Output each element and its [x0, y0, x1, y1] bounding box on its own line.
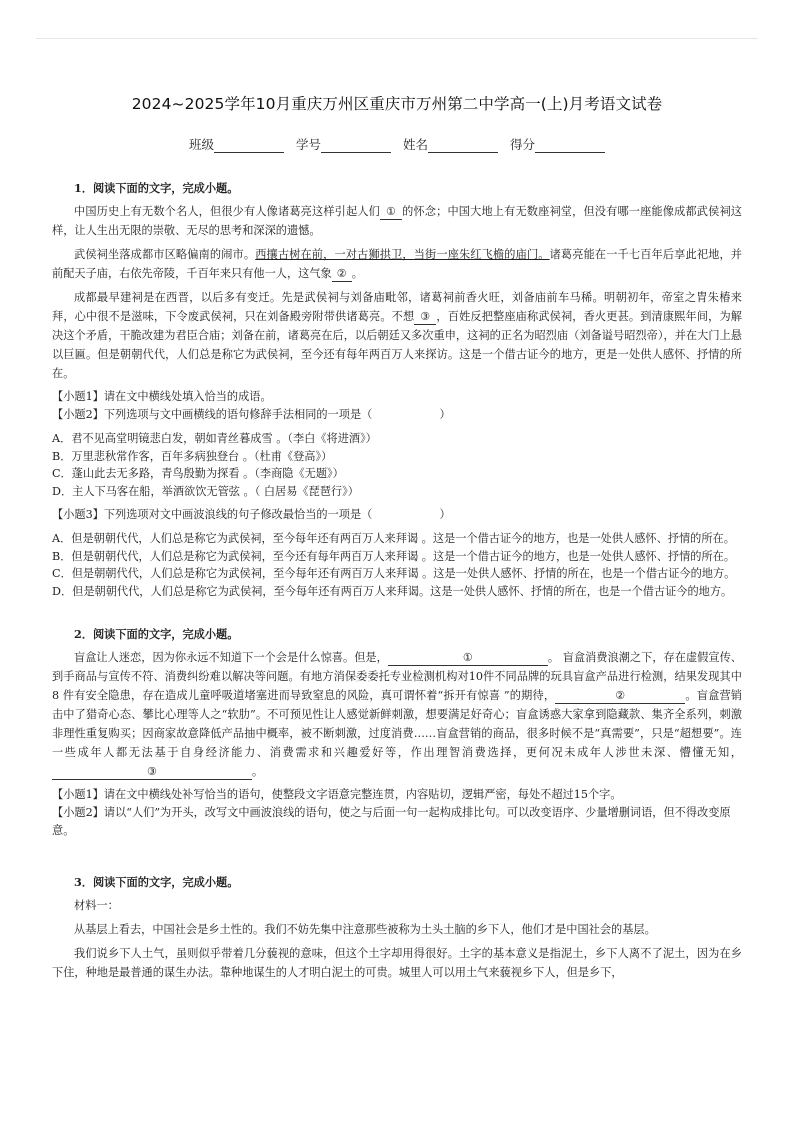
- name-blank[interactable]: [428, 139, 498, 153]
- underlined-sentence: 西攘古树在前，一对古狮拱卫，当街一座朱红飞檐的庙门。: [255, 248, 550, 261]
- option-a[interactable]: A．但是朝朝代代，人们总是称它为武侯祠，至今每年还有两百万人来拜谒 。这是一个借古证今的地方，也是一处供人感怀、抒情的所在。: [52, 532, 735, 545]
- q3-paragraph-1: 从基层上看去，中国社会是乡土性的。我们不妨先集中注意那些被称为土头土脑的乡下人，他们才是中国社会的基层。: [74, 923, 656, 936]
- q1-sub3: 【小题3】下列选项对文中画波浪线的句子修改最恰当的一项是（ ）: [52, 508, 451, 521]
- blank-3[interactable]: ③: [414, 309, 436, 325]
- option-d[interactable]: D．但是朝朝代代，人们总是称它为武侯祠，至今每年还有两百万人来拜谒。这是一处供人感怀、抒情的所在，也是一个借古证今的地方。: [52, 584, 733, 598]
- q1-sub1: 【小题1】请在文中横线处填入恰当的成语。: [52, 390, 272, 403]
- name-field: 姓名: [403, 135, 498, 153]
- blank-1[interactable]: ①: [388, 650, 548, 666]
- q1-sub2-options: [52, 430, 742, 500]
- blank-2[interactable]: ②: [555, 688, 685, 704]
- q1-sub3-options: [52, 530, 742, 600]
- question-1-heading: 1．阅读下面的文字，完成小题。: [74, 181, 239, 195]
- score-field: 得分: [510, 135, 605, 153]
- student-id-field: 学号: [296, 135, 391, 153]
- page-title: 2024~2025学年10月重庆万州区重庆市万州第二中学高一(上)月考语文试卷: [131, 95, 663, 113]
- student-id-blank[interactable]: [321, 139, 391, 153]
- q3-paragraph-2: 我们说乡下人土气，虽则似乎带着几分藐视的意味，但这个土字却用得很好。土字的基本意义是指泥土，乡下人离不了泥土，因为在乡下住，种地是最普通的谋生办法。靠种地谋生的人才明白泥土的可贵。城里人可以用土气来藐视乡下人，但是乡下，: [52, 947, 742, 979]
- student-info-fields: [0, 135, 794, 153]
- blank-3[interactable]: ③: [52, 764, 252, 780]
- option-b[interactable]: B．万里悲秋常作客，百年多病独登台 。（杜甫《登高》）: [52, 449, 333, 463]
- option-b[interactable]: B．但是朝朝代代，人们总是称它为武侯祠，至今还有每年两百万人来拜谒 。这是一个借古证今的地方，也是一处供人感怀、抒情的所在。: [52, 549, 736, 563]
- q1-paragraph-2: 武侯祠坐落成都市区略偏南的闹市。西攘古树在前，一对古狮拱卫，当街一座朱红飞檐的庙门。诸葛亮能在一千七百年后享此祀地，并前配天子庙，右依先帝陵，千百年来只有他一人，这气象 ② 。: [52, 248, 742, 280]
- exam-content: [52, 170, 742, 987]
- class-blank[interactable]: [214, 139, 284, 153]
- q1-paragraph-1: 中国历史上有无数个名人，但很少有人像诸葛亮这样引起人们 ① 的怀念；中国大地上有无数座祠堂，但没有哪一座能像成都武侯祠这样，让人生出无限的崇敬、无尽的思考和深深的遗憾。: [52, 205, 742, 237]
- q1-sub2: 【小题2】下列选项与文中画横线的语句修辞手法相同的一项是（ ）: [52, 408, 451, 421]
- option-c[interactable]: C．但是朝朝代代，人们总是称它为武侯祠，至今每年还有两百万人来拜谒 。这是一处供人感怀、抒情的所在，也是一个借古证今的地方。: [52, 567, 736, 580]
- option-c[interactable]: C．蓬山此去无多路，青鸟殷勤为探看 。（李商隐《无题》）: [52, 467, 344, 480]
- q2-sub1: 【小题1】请在文中横线处补写恰当的语句，使整段文字语意完整连贯，内容贴切，逻辑严密，每处不超过15个字。: [52, 788, 622, 801]
- option-d[interactable]: D．主人下马客在船，举酒欲饮无管弦 。（ 白居易《琵琶行》）: [52, 484, 359, 498]
- header-rule: [36, 38, 758, 39]
- question-3-heading: 3．阅读下面的文字，完成小题。: [74, 875, 239, 889]
- option-a[interactable]: A．君不见高堂明镜悲白发，朝如青丝暮成雪 。（李白《将进酒》）: [52, 432, 377, 445]
- blank-1[interactable]: ①: [380, 204, 402, 220]
- score-blank[interactable]: [535, 139, 605, 153]
- q1-paragraph-3: 成都最早建祠是在西晋，以后多有变迁。先是武侯祠与刘备庙毗邻，诸葛祠前香火旺，刘备庙前车马稀。明朝初年，帝室之胄朱椿来拜，心中很不是滋味，下令废武侯祠，只在刘备殿旁附带供诸葛亮。不想 ③ ，百姓反把整座庙称武侯祠，香火更甚。到清康熙年间，为解决这个矛盾，干脆改建为君臣合庙；刘备在前，诸葛亮在后，以后朝廷又多次重申，这祠的正名为昭烈庙（刘备谥号昭烈帝），并在大门上悬以巨匾。但是朝朝代代，人们总是称它为武侯祠，至今还有每年两百万人来探访。这是一个借古证今的地方，更是一处供人感怀、抒情的所在。: [52, 291, 742, 380]
- blank-2[interactable]: ②: [332, 266, 352, 282]
- q2-sub2: 【小题2】请以“人们”为开头，改写文中画波浪线的语句，使之与后面一句一起构成排比句。可以改变语序、少量增删词语，但不得改变原意。: [52, 806, 731, 837]
- class-field: 班级: [189, 135, 284, 153]
- material-1-label: 材料一：: [74, 899, 119, 912]
- q2-paragraph: 盲盒让人迷恋，因为你永远不知道下一个会是什么惊喜。但是， ① 。 盲盒消费浪潮之下，存在虚假宣传、到手商品与宣传不符、消费纠纷难以解决等问题。有地方消保委委托专业检测机构对10件不同品牌的玩具盲盒产品进行检测，结果发现其中8 件有安全隐患，存在造成儿童呼吸道堵塞进而导致窒息的风险，真可谓怀着“拆开有惊喜 ”的期待， ② 。盲盒营销击中了猎奇心态、攀比心理等人之“软肋”。不可预见性让人感觉新鲜刺激，想要满足好奇心；盲盒诱惑大家拿到隐藏款、集齐全系列，刺激非理性重复购买；因商家故意降低产品抽中概率，被不断刺激，过度消费……盲盒营销的商品，很多时候不是“真需要”，只是“超想要”。连一些成年人都无法基于自身经济能力、消费需求和兴趣爱好等，作出理智消费选择，更何况未成年人涉世未深、懵懂无知，③ 。: [52, 651, 742, 778]
- question-2-heading: 2．阅读下面的文字，完成小题。: [74, 627, 239, 641]
